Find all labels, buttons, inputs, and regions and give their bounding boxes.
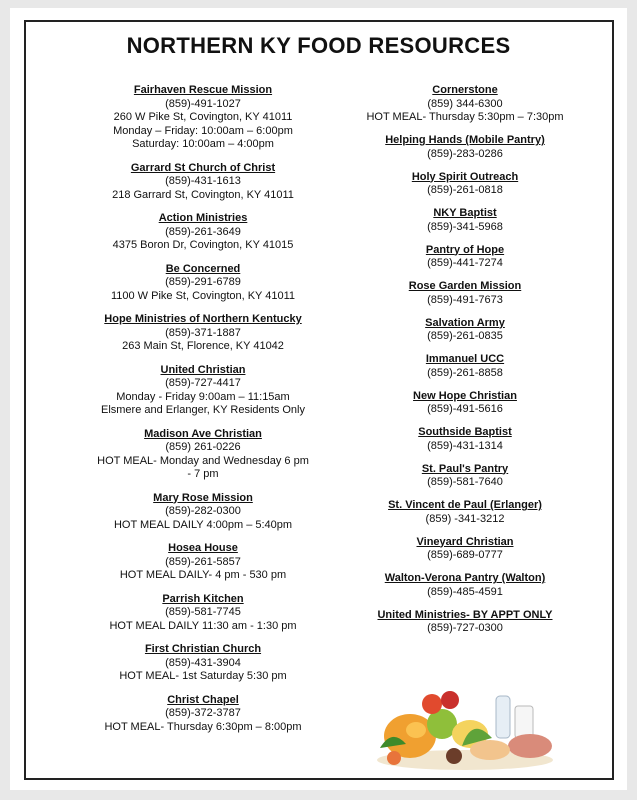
resource-entry-rose-garden-mission	[340, 280, 590, 307]
resource-entry-vineyard-christian	[340, 536, 590, 563]
resource-detail: Elsmere and Erlanger, KY Residents Only	[100, 404, 305, 416]
resource-entry-fairhaven-rescue-mission	[78, 84, 328, 152]
resource-phone: (859)-727-0300	[427, 622, 503, 634]
resource-entry-st-paul-s-pantry	[340, 463, 590, 490]
resource-detail: HOT MEAL- Thursday 5:30pm – 7:30pm	[366, 111, 564, 123]
resource-detail: HOT MEAL- Thursday 6:30pm – 8:00pm	[104, 720, 302, 733]
resource-name: Hope Ministries of Northern Kentucky	[104, 313, 302, 325]
resource-entry-salvation-army	[340, 317, 590, 344]
resource-name: Hosea House	[168, 542, 238, 554]
resource-name: Fairhaven Rescue Mission	[133, 84, 273, 96]
page-title: NORTHERN KY FOOD RESOURCES	[126, 33, 511, 58]
resource-entry-mary-rose-mission	[78, 492, 328, 533]
resource-phone: (859)-485-4591	[427, 585, 503, 598]
resource-detail: 260 W Pike St, Covington, KY 41011	[113, 111, 293, 123]
resource-name: Mary Rose Mission	[153, 491, 253, 504]
resource-entry-st-vincent-de-paul-erlanger	[340, 499, 590, 526]
resource-detail: 218 Garrard St, Covington, KY 41011	[112, 188, 294, 201]
resource-name: United Christian	[160, 363, 246, 376]
resource-entry-parrish-kitchen	[78, 593, 328, 634]
resource-name: Madison Ave Christian	[144, 427, 262, 440]
resource-name: Immanuel UCC	[425, 353, 505, 365]
resource-entry-southside-baptist	[340, 426, 590, 453]
resource-name: Cornerstone	[432, 84, 498, 96]
resource-entry-first-christian-church	[78, 643, 328, 684]
resource-phone: (859)-689-0777	[427, 549, 503, 561]
resource-name: Walton-Verona Pantry (Walton)	[384, 572, 546, 584]
resource-phone: (859)-431-3904	[165, 656, 241, 669]
resource-name: New Hope Christian	[413, 389, 517, 402]
resource-detail: HOT MEAL DAILY 4:00pm – 5:40pm	[113, 518, 293, 531]
resource-name: Pantry of Hope	[425, 243, 505, 256]
resource-detail: - 7 pm	[187, 468, 219, 480]
resource-detail: Monday - Friday 9:00am – 11:15am	[116, 390, 290, 403]
resource-detail: HOT MEAL- 1st Saturday 5:30 pm	[119, 670, 287, 682]
resource-entry-pantry-of-hope	[340, 244, 590, 271]
resource-phone: (859)-261-5857	[165, 555, 241, 568]
resource-entry-madison-ave-christian	[78, 428, 328, 482]
resource-phone: (859)-441-7274	[427, 257, 503, 269]
resource-entry-be-concerned	[78, 263, 328, 304]
resource-entry-united-ministries-by-appt-only	[340, 609, 590, 636]
resource-detail: Saturday: 10:00am – 4:00pm	[132, 138, 274, 150]
resource-name: Parrish Kitchen	[162, 592, 244, 605]
resource-name: Holy Spirit Outreach	[411, 170, 519, 183]
resource-name: Christ Chapel	[167, 693, 239, 706]
resource-name: NKY Baptist	[433, 207, 497, 219]
resource-phone: (859)-431-1314	[427, 439, 503, 452]
resource-phone: (859)-727-4417	[165, 377, 241, 389]
resource-entry-cornerstone	[340, 84, 590, 125]
resource-phone: (859) -341-3212	[425, 512, 505, 525]
resource-name: Salvation Army	[425, 316, 505, 329]
resource-name: Southside Baptist	[418, 426, 512, 438]
resource-entry-christ-chapel	[78, 694, 328, 735]
resource-phone: (859)-491-7673	[427, 293, 503, 306]
resource-detail: HOT MEAL- Monday and Wednesday 6 pm	[97, 454, 309, 467]
resource-name: First Christian Church	[144, 643, 262, 655]
resource-name: St. Vincent de Paul (Erlanger)	[388, 499, 542, 511]
resource-detail: 263 Main St, Florence, KY 41042	[122, 340, 284, 352]
resource-name: Be Concerned	[165, 262, 241, 275]
resource-detail: Monday – Friday: 10:00am – 6:00pm	[113, 124, 293, 137]
resource-entry-walton-verona-pantry-walton	[340, 572, 590, 599]
right-resource-column	[340, 84, 590, 645]
resource-phone: (859) 261-0226	[165, 441, 241, 453]
resource-phone: (859)-341-5968	[427, 220, 503, 233]
resource-phone: (859)-491-5616	[427, 403, 503, 415]
resource-detail: HOT MEAL DAILY 11:30 am - 1:30 pm	[109, 619, 297, 632]
resource-entry-hope-ministries-of-northern-kentucky	[78, 313, 328, 354]
left-resource-column	[78, 84, 328, 744]
resource-name: Garrard St Church of Christ	[130, 161, 276, 174]
resource-phone: (859)-431-1613	[165, 175, 241, 187]
resource-entry-garrard-st-church-of-christ	[78, 162, 328, 203]
resource-detail: HOT MEAL DAILY- 4 pm - 530 pm	[119, 569, 287, 581]
resource-name: Helping Hands (Mobile Pantry)	[385, 134, 545, 146]
resource-phone: (859) 344-6300	[427, 97, 503, 110]
resource-name: Vineyard Christian	[416, 535, 514, 548]
resource-entry-holy-spirit-outreach	[340, 171, 590, 198]
resource-phone: (859)-581-7745	[165, 606, 241, 618]
resource-phone: (859)-261-3649	[165, 225, 241, 238]
resource-entry-new-hope-christian	[340, 390, 590, 417]
resource-phone: (859)-261-0835	[427, 330, 503, 342]
resource-phone: (859)-261-8858	[427, 366, 503, 379]
resource-entry-action-ministries	[78, 212, 328, 253]
resource-name: Rose Garden Mission	[408, 280, 522, 292]
resource-entry-immanuel-ucc	[340, 353, 590, 380]
resource-phone: (859)-291-6789	[165, 276, 241, 288]
resource-entry-hosea-house	[78, 542, 328, 583]
flyer-page	[10, 8, 627, 790]
resource-phone: (859)-372-3787	[165, 707, 241, 719]
resource-entry-nky-baptist	[340, 207, 590, 234]
resource-phone: (859)-282-0300	[165, 505, 241, 517]
resource-name: St. Paul's Pantry	[421, 462, 509, 475]
resource-detail: 1100 W Pike St, Covington, KY 41011	[110, 289, 296, 302]
resource-phone: (859)-491-1027	[165, 97, 241, 110]
resource-phone: (859)-371-1887	[165, 326, 241, 339]
resource-detail: 4375 Boron Dr, Covington, KY 41015	[112, 239, 294, 251]
food-illustration	[370, 676, 560, 772]
resource-name: United Ministries- BY APPT ONLY	[377, 608, 553, 621]
resource-phone: (859)-283-0286	[427, 147, 503, 160]
resource-phone: (859)-581-7640	[427, 476, 503, 488]
resource-entry-united-christian	[78, 364, 328, 418]
resource-phone: (859)-261-0818	[427, 184, 503, 196]
resource-entry-helping-hands-mobile-pantry	[340, 134, 590, 161]
resource-name: Action Ministries	[158, 212, 248, 224]
